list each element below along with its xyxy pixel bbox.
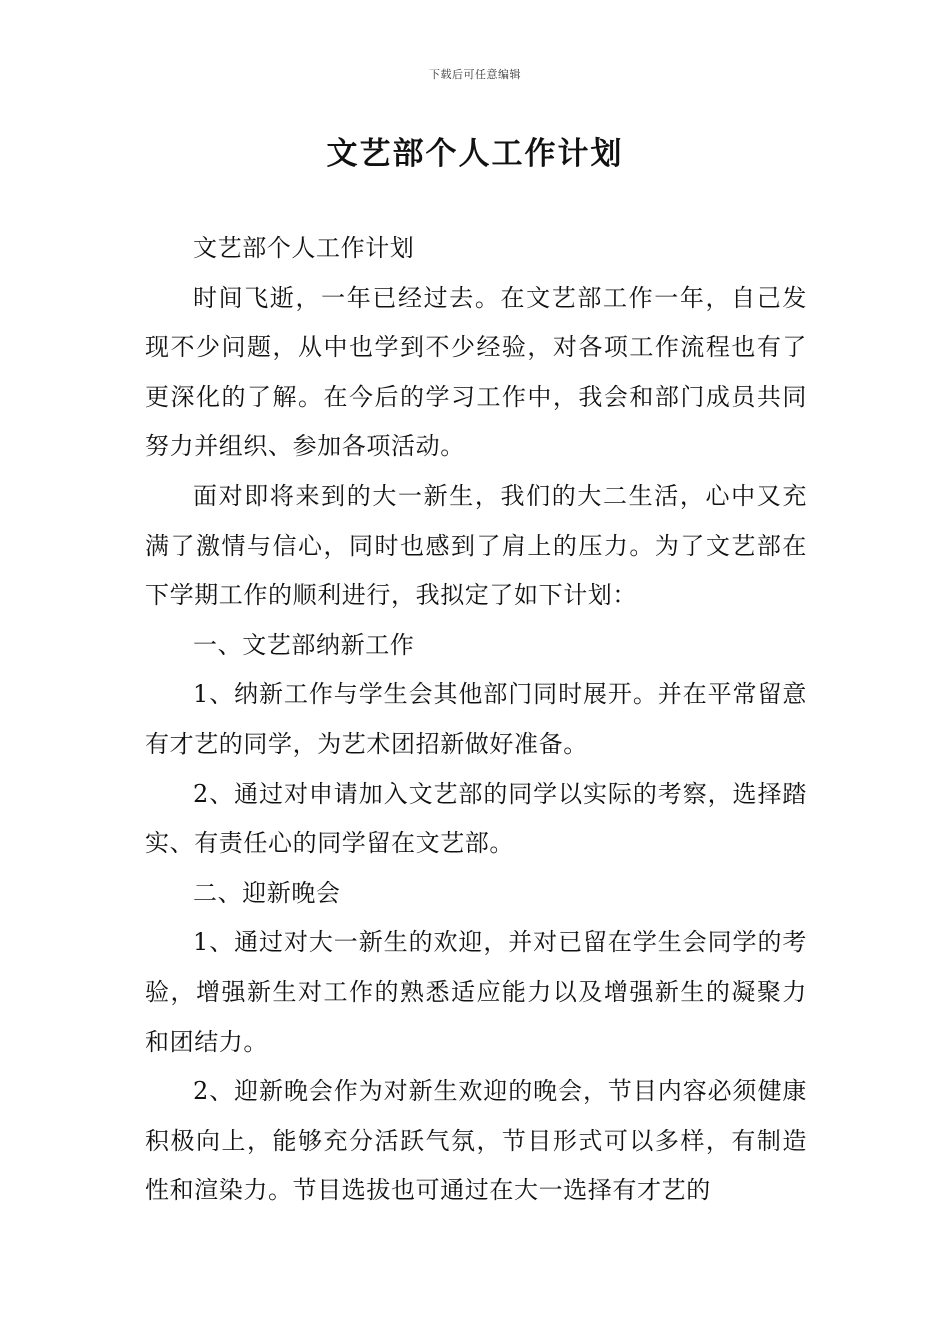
- paragraph-plan-intro: 面对即将来到的大一新生，我们的大二生活，心中又充满了激情与信心，同时也感到了肩上的压力。为了文艺部在下学期工作的顺利进行，我拟定了如下计划：: [145, 481, 807, 610]
- paragraph-intro: 时间飞逝，一年已经过去。在文艺部工作一年，自己发现不少问题，从中也学到不少经验，对各项工作流程也有了更深化的了解。在今后的学习工作中，我会和部门成员共同努力并组织、参加各项活动。: [145, 283, 807, 461]
- header-note: 下载后可任意编辑: [429, 68, 521, 81]
- paragraph-subtitle: 文艺部个人工作计划: [193, 234, 415, 262]
- section-heading-welcome-party: 二、迎新晚会: [193, 878, 341, 907]
- paragraph-recruitment-item-1: 1、纳新工作与学生会其他部门同时展开。并在平常留意有才艺的同学，为艺术团招新做好准备。: [145, 680, 807, 758]
- document-body: [145, 224, 807, 1216]
- paragraph-welcome-item-1: 1、通过对大一新生的欢迎，并对已留在学生会同学的考验，增强新生对工作的熟悉适应能力以及增强新生的凝聚力和团结力。: [145, 928, 807, 1056]
- section-heading-recruitment: 一、文艺部纳新工作: [193, 630, 415, 659]
- document-title: 文艺部个人工作计划: [326, 136, 624, 172]
- paragraph-welcome-item-2: 2、迎新晚会作为对新生欢迎的晚会，节目内容必须健康积极向上，能够充分活跃气氛，节目形式可以多样，有制造性和渲染力。节目选拔也可通过在大一选择有才艺的: [145, 1077, 807, 1205]
- paragraph-recruitment-item-2: 2、通过对申请加入文艺部的同学以实际的考察，选择踏实、有责任心的同学留在文艺部。: [145, 779, 807, 858]
